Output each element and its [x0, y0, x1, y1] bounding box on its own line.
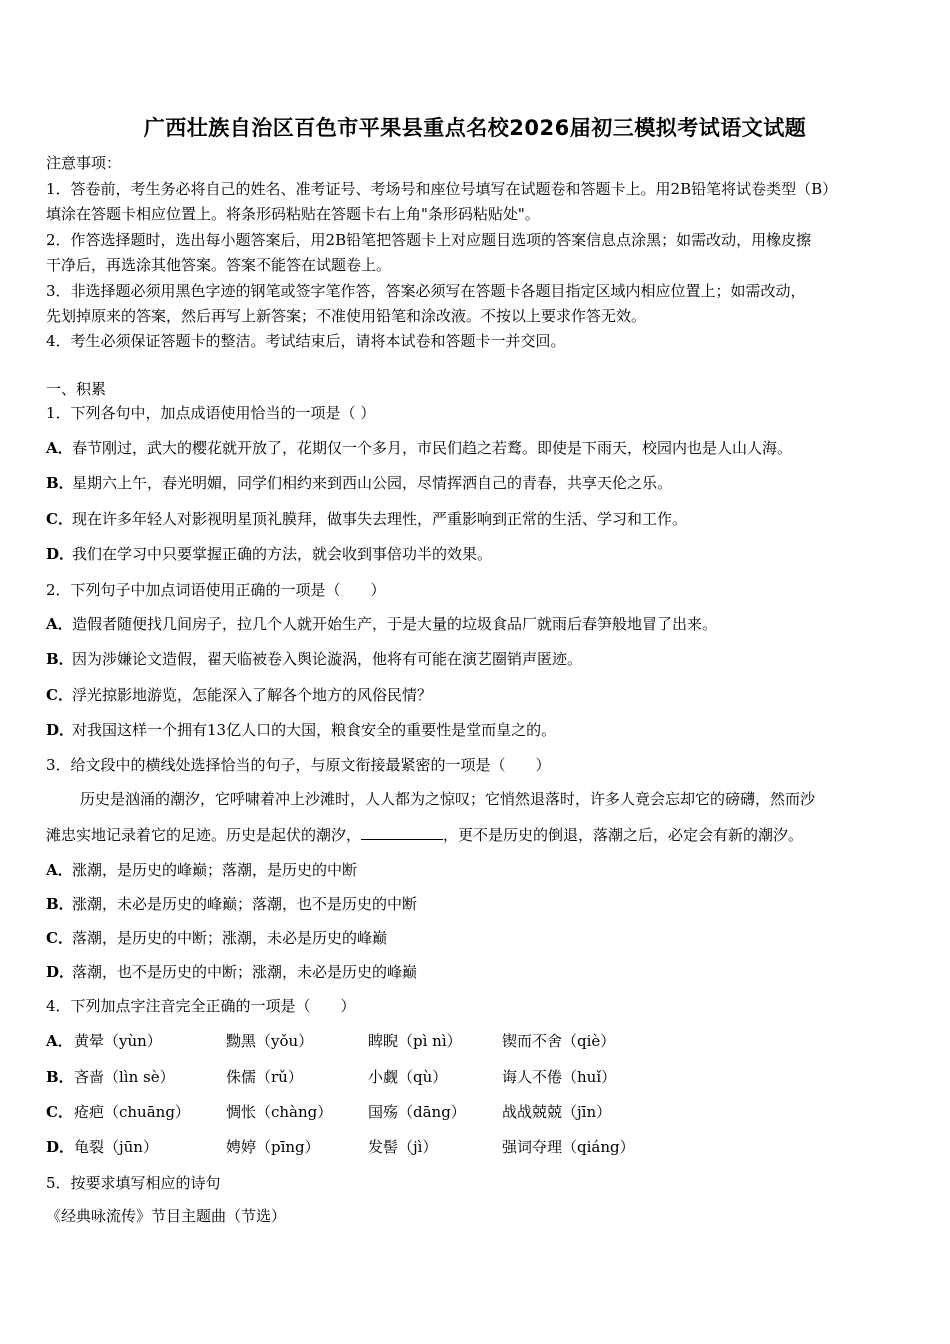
- option-label: B．: [46, 650, 74, 668]
- option-text: 涨潮，是历史的峰巅；落潮，是历史的中断: [72, 861, 358, 879]
- question-3-option-c: [46, 927, 387, 948]
- option-word: 睥睨（pì nì）: [368, 1032, 462, 1050]
- question-2-option-c: [46, 684, 432, 705]
- page-title: 广西壮族自治区百色市平果县重点名校2026届初三模拟考试语文试题: [143, 116, 807, 140]
- question-3-option-b: [46, 893, 417, 914]
- option-label: D．: [46, 545, 75, 563]
- option-label: B．: [46, 895, 74, 913]
- option-word: 黝黑（yǒu）: [226, 1032, 314, 1050]
- option-label: D．: [46, 963, 75, 981]
- poem-title: 《经典咏流传》节目主题曲（节选）: [46, 1207, 287, 1225]
- option-label: B．: [46, 474, 74, 492]
- question-2-stem: 2．下列句子中加点词语使用正确的一项是（ ）: [46, 581, 386, 599]
- option-text: 对我国这样一个拥有13亿人口的大国，粮食安全的重要性是堂而皇之的。: [72, 721, 557, 739]
- notice-item-2-line-1: 2．作答选择题时，选出每小题答案后，用2B铅笔把答题卡上对应题目选项的答案信息点涂黑；如需改动，用橡皮擦: [46, 231, 812, 249]
- option-word: 发髻（jì）: [368, 1138, 438, 1156]
- option-word: 吝啬（lìn sè）: [74, 1068, 175, 1086]
- notice-item-4: 4．考生必须保证答题卡的整洁。考试结束后，请将本试卷和答题卡一并交回。: [46, 332, 566, 350]
- option-word: 强词夺理（qiáng）: [502, 1138, 635, 1156]
- option-label: D．: [46, 1138, 75, 1156]
- section-heading: 一、积累: [46, 380, 107, 398]
- option-word: 惆怅（chàng）: [226, 1103, 333, 1121]
- option-text: 落潮，也不是历史的中断；涨潮，未必是历史的峰巅: [72, 963, 418, 981]
- question-3-passage-line-2: [46, 824, 803, 845]
- question-2-option-b: [46, 648, 582, 669]
- question-1-stem: 1．下列各句中，加点成语使用恰当的一项是（ ）: [46, 404, 376, 422]
- question-1-option-d: [46, 543, 492, 564]
- question-1-option-c: [46, 508, 687, 529]
- question-4-option-c: [46, 1101, 906, 1123]
- option-word: 疮疤（chuāng）: [74, 1103, 190, 1121]
- question-3-passage-line-1: 历史是汹涌的潮汐，它呼啸着冲上沙滩时，人人都为之惊叹；它悄然退落时，许多人竟会忘却它的磅礴，然而沙: [80, 790, 816, 808]
- option-label: C．: [46, 510, 73, 528]
- option-label: B．: [46, 1068, 74, 1086]
- option-text: 造假者随便找几间房子，拉几个人就开始生产，于是大量的垃圾食品厂就雨后春笋般地冒了出来。: [72, 615, 718, 633]
- option-text: 我们在学习中只要掌握正确的方法，就会收到事倍功半的效果。: [72, 545, 493, 563]
- option-label: A．: [46, 1032, 73, 1050]
- option-text: 现在许多年轻人对影视明星顶礼膜拜，做事失去理性，严重影响到正常的生活、学习和工作。: [72, 510, 688, 528]
- option-word: 锲而不舍（qiè）: [502, 1032, 616, 1050]
- option-label: D．: [46, 721, 75, 739]
- fill-in-blank: [361, 825, 443, 840]
- question-3-option-a: [46, 859, 357, 880]
- notice-item-1-line-1: 1．答卷前，考生务必将自己的姓名、准考证号、考场号和座位号填写在试题卷和答题卡上。用2B铅笔将试卷类型（B）: [46, 180, 838, 198]
- notice-item-3-line-2: 先划掉原来的答案，然后再写上新答案；不准使用铅笔和涂改液。不按以上要求作答无效。: [46, 307, 647, 325]
- question-1-option-b: [46, 472, 672, 493]
- notice-heading: 注意事项：: [46, 154, 122, 172]
- option-text: 星期六上午，春光明媚，同学们相约来到西山公园，尽情挥洒自己的青春，共享天伦之乐。: [72, 474, 673, 492]
- option-text: 落潮，是历史的中断；涨潮，未必是历史的峰巅: [72, 929, 388, 947]
- option-label: A．: [46, 615, 73, 633]
- option-text: 春节刚过，武大的樱花就开放了，花期仅一个多月，市民们趋之若鹜。即使是下雨天，校园内也是人山人海。: [72, 439, 793, 457]
- option-label: C．: [46, 929, 73, 947]
- option-word: 国殇（dāng）: [368, 1103, 466, 1121]
- notice-item-3-line-1: 3．非选择题必须用黑色字迹的钢笔或签字笔作答，答案必须写在答题卡各题目指定区域内相应位置上；如需改动，: [46, 282, 806, 300]
- question-3-option-d: [46, 961, 417, 982]
- option-cell: [46, 1136, 158, 1157]
- option-word: 战战兢兢（jīn）: [502, 1103, 612, 1121]
- option-word: 诲人不倦（huǐ）: [502, 1068, 617, 1086]
- question-2-option-d: [46, 719, 556, 740]
- option-label: A．: [46, 861, 73, 879]
- question-4-stem: 4．下列加点字注音完全正确的一项是（ ）: [46, 997, 356, 1015]
- option-word: 黄晕（yùn）: [74, 1032, 162, 1050]
- option-cell: [46, 1066, 175, 1087]
- question-3-stem: 3．给文段中的横线处选择恰当的句子，与原文衔接最紧密的一项是（ ）: [46, 756, 551, 774]
- passage-text-after: ，更不是历史的倒退，落潮之后，必定会有新的潮汐。: [443, 826, 804, 844]
- option-text: 因为涉嫌论文造假，翟天临被卷入舆论漩涡，他将有可能在演艺圈销声匿迹。: [72, 650, 583, 668]
- option-cell: [46, 1101, 190, 1122]
- question-4-option-b: [46, 1066, 906, 1088]
- notice-item-2-line-2: 干净后，再选涂其他答案。答案不能答在试题卷上。: [46, 256, 392, 274]
- option-word: 龟裂（jūn）: [74, 1138, 158, 1156]
- passage-text-before: 滩忠实地记录着它的足迹。历史是起伏的潮汐，: [46, 826, 362, 844]
- notice-item-1-line-2: 填涂在答题卡相应位置上。将条形码粘贴在答题卡右上角"条形码粘贴处"。: [46, 205, 540, 223]
- question-2-option-a: [46, 613, 717, 634]
- option-label: C．: [46, 686, 73, 704]
- option-cell: [46, 1030, 162, 1051]
- question-4-option-d: [46, 1136, 906, 1158]
- question-1-option-a: [46, 437, 792, 458]
- option-word: 娉婷（pīng）: [226, 1138, 320, 1156]
- option-word: 侏儒（rǔ）: [226, 1068, 303, 1086]
- option-label: C．: [46, 1103, 73, 1121]
- option-text: 浮光掠影地游览，怎能深入了解各个地方的风俗民情？: [72, 686, 433, 704]
- question-4-option-a: [46, 1030, 906, 1052]
- question-5-stem: 5．按要求填写相应的诗句: [46, 1174, 221, 1192]
- option-text: 涨潮，未必是历史的峰巅；落潮，也不是历史的中断: [72, 895, 418, 913]
- option-word: 小觑（qù）: [368, 1068, 448, 1086]
- option-label: A．: [46, 439, 73, 457]
